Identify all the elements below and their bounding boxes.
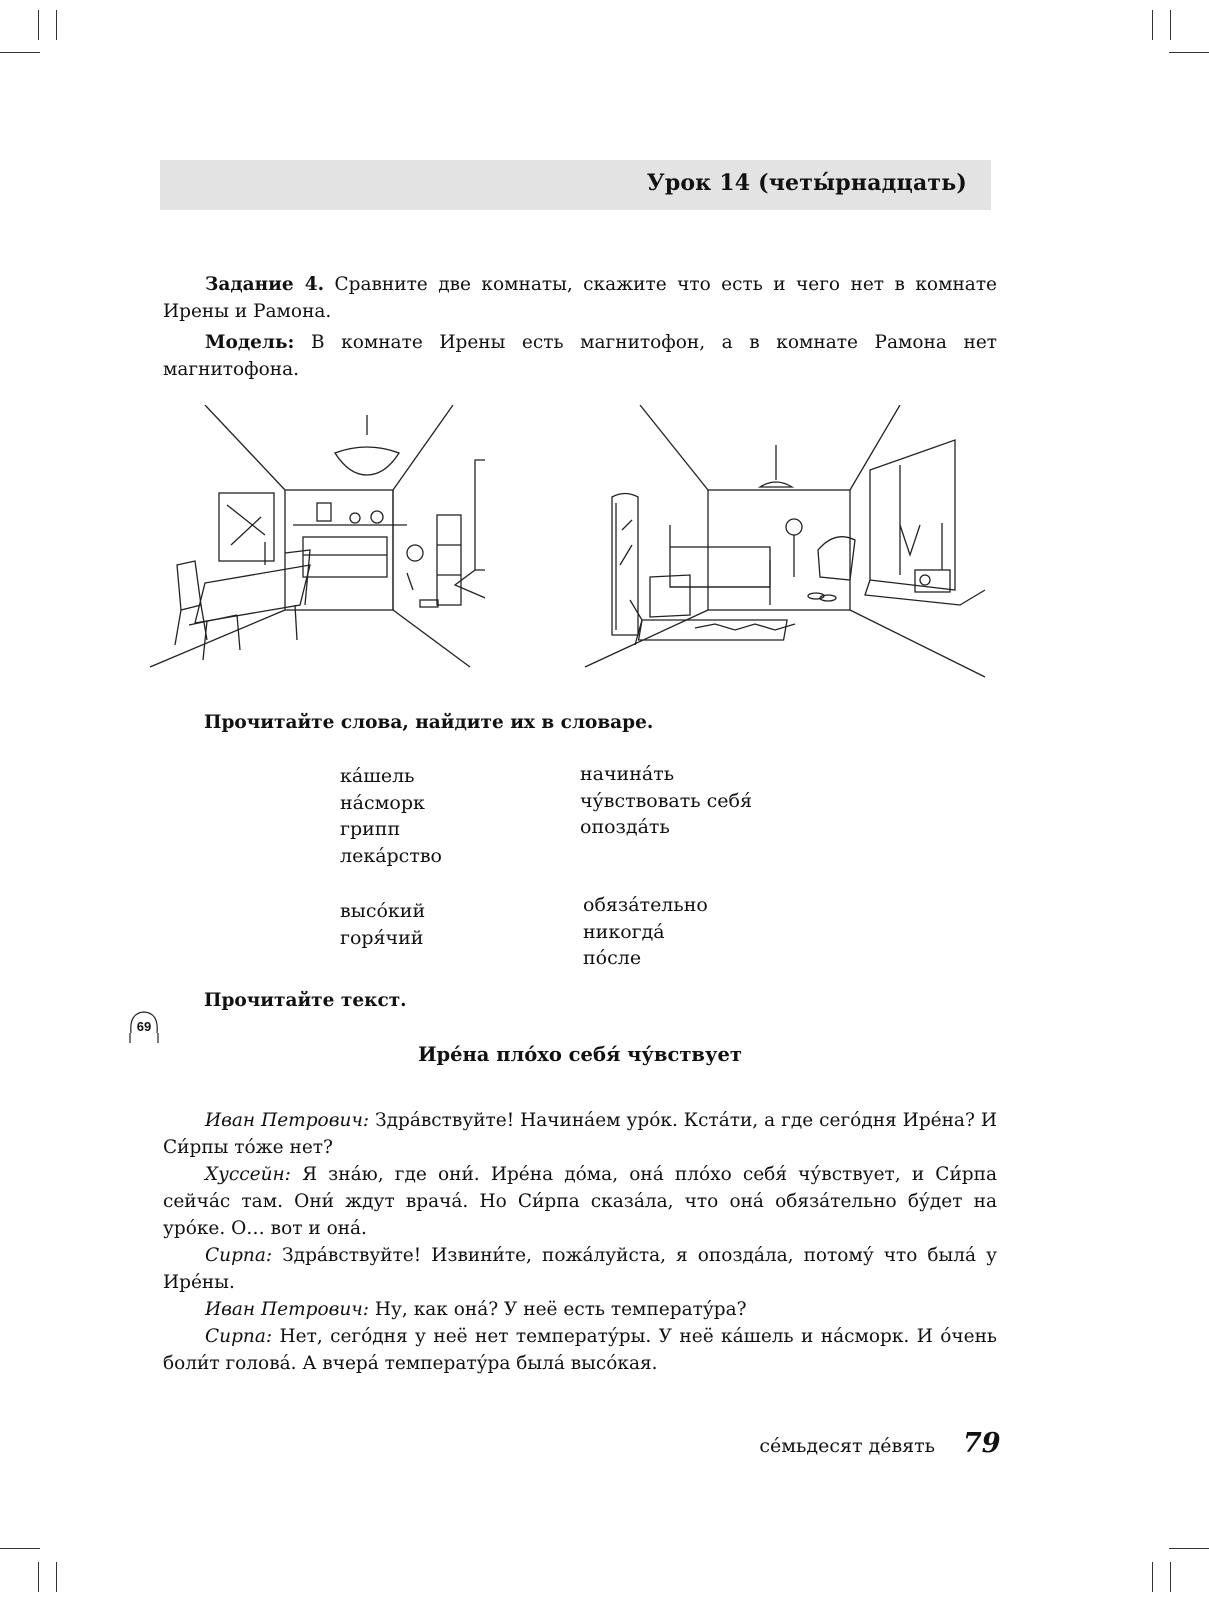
vocab-word: начина́ть xyxy=(580,763,675,785)
page-number-words: се́мьдесят де́вять xyxy=(759,1435,935,1457)
speech-text: Здра́вствуйте! Извини́те, пожа́луйста, я опозда́ла, потому́ что была́ у Ире́ны. xyxy=(163,1245,997,1293)
vocab-list-nouns xyxy=(340,763,442,869)
vocab-word: по́сле xyxy=(583,947,642,969)
audio-track-number: 69 xyxy=(136,1019,152,1034)
model-paragraph xyxy=(163,329,997,383)
audio-track-badge[interactable] xyxy=(126,1007,162,1047)
vocab-list-verbs xyxy=(580,761,752,841)
crop-mark xyxy=(1170,1562,1171,1592)
speaker-name: Сирпа: xyxy=(205,1245,273,1266)
crop-mark xyxy=(1169,1548,1209,1549)
speech-text: Ну, как она́? У неё есть температу́ра? xyxy=(369,1299,747,1320)
speech-text: Здра́вствуйте! Начина́ем уро́к. Кста́ти, а где сего́дня Ире́на? И Си́рпы то́же нет? xyxy=(163,1110,997,1158)
crop-mark xyxy=(1169,52,1209,53)
vocab-list-adjectives xyxy=(340,898,425,951)
crop-mark xyxy=(56,1562,57,1592)
crop-mark xyxy=(38,10,39,40)
dialog-line xyxy=(163,1323,997,1377)
speech-text: Я зна́ю, где они́. Ире́на до́ма, она́ пло́хо себя́ чу́вствует, и Си́рпа сейча́с там. Они́ ждут врача́. Но Си́рпа сказа́ла, что она́ обяза́тельно бу́дет на уро́ке. О… вот и она́. xyxy=(163,1164,997,1239)
vocab-word: обяза́тельно xyxy=(583,894,708,916)
crop-mark xyxy=(38,1562,39,1592)
model-label: Модель: xyxy=(205,332,295,353)
text-title: Ире́на пло́хо себя́ чу́вствует xyxy=(418,1043,742,1066)
vocab-word: ка́шель xyxy=(340,765,415,787)
crop-mark xyxy=(56,10,57,40)
dialog-line xyxy=(163,1161,997,1242)
lesson-header-bar xyxy=(160,160,991,210)
crop-mark xyxy=(0,1548,40,1549)
crop-mark xyxy=(1152,10,1153,40)
vocab-list-adverbs xyxy=(583,892,708,972)
vocab-heading: Прочитайте слова, найдите их в словаре. xyxy=(204,712,654,733)
ramon-room-illustration xyxy=(580,405,990,690)
lesson-title: Урок 14 (четы́рнадцать) xyxy=(646,170,967,196)
task-text: Сравните две комнаты, скажите что есть и чего нет в комнате Ирены и Рамона. xyxy=(163,274,997,322)
irena-room-illustration xyxy=(145,405,485,690)
speech-text: Нет, сего́дня у неё нет температу́ры. У неё ка́шель и на́сморк. И о́чень боли́т голова́. А вчера́ температу́ра была́ высо́кая. xyxy=(163,1326,997,1374)
dialog-line xyxy=(163,1242,997,1296)
vocab-word: высо́кий xyxy=(340,900,426,922)
speaker-name: Иван Петрович: xyxy=(205,1110,370,1131)
dialog-text xyxy=(163,1107,997,1377)
reading-heading: Прочитайте текст. xyxy=(204,990,407,1011)
page-number: 79 xyxy=(963,1428,1001,1459)
crop-mark xyxy=(0,52,40,53)
vocab-word: на́сморк xyxy=(340,791,425,814)
dialog-line xyxy=(163,1296,997,1323)
vocab-word: опозда́ть xyxy=(580,816,670,838)
vocab-word: лека́рство xyxy=(340,844,442,867)
task-label: Задание 4. xyxy=(205,274,325,295)
speaker-name: Сирпа: xyxy=(205,1326,273,1347)
model-text: В комнате Ирены есть магнитофон, а в комнате Рамона нет магнитофона. xyxy=(163,332,997,380)
task-paragraph xyxy=(163,271,997,325)
vocab-word: никогда́ xyxy=(583,920,665,943)
vocab-word: чу́вствовать себя́ xyxy=(580,789,752,812)
crop-mark xyxy=(1152,1562,1153,1592)
crop-mark xyxy=(1170,10,1171,40)
vocab-word: грипп xyxy=(340,818,401,840)
dialog-line xyxy=(163,1107,997,1161)
speaker-name: Иван Петрович: xyxy=(205,1299,370,1320)
vocab-word: горя́чий xyxy=(340,926,424,949)
speaker-name: Хуссейн: xyxy=(205,1164,291,1185)
